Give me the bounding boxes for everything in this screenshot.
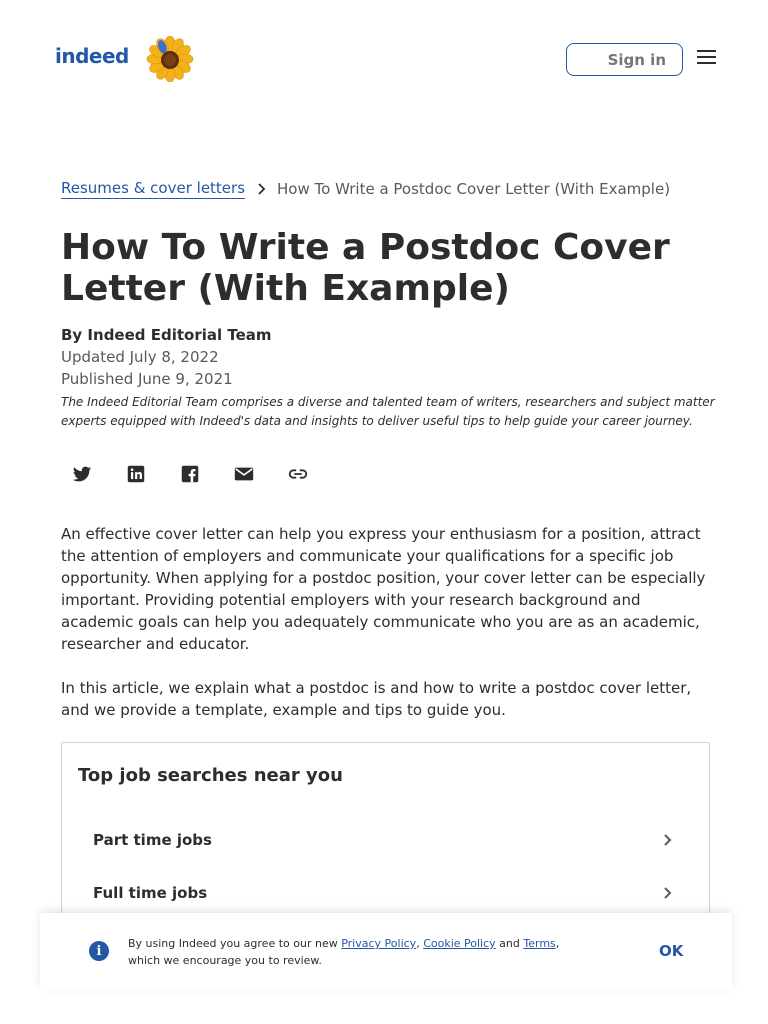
- top-job-searches: [61, 742, 710, 942]
- cookie-text-part: , which we encourage you to review.: [128, 937, 560, 967]
- breadcrumb-current: How To Write a Postdoc Cover Letter (With Example): [277, 180, 671, 198]
- cookie-policy-link[interactable]: Cookie Policy: [423, 937, 496, 950]
- article-paragraph: An effective cover letter can help you express your enthusiasm for a position, attract the attention of employers and communicate your qualifications for a specific job opportunity. When applying for a postdoc position, your cover letter can be especially important. Providing potential employers with your research background and academic goals can help you adequately communicate who you are as an academic, researcher and educator.: [61, 525, 706, 653]
- byline: [61, 325, 721, 431]
- site-header: [0, 0, 768, 120]
- logo-text: indeed: [55, 44, 129, 68]
- job-search-item[interactable]: [93, 825, 673, 855]
- cookie-banner: [40, 913, 732, 991]
- job-search-label: Full time jobs: [93, 884, 208, 902]
- link-icon[interactable]: [286, 462, 310, 486]
- linkedin-icon[interactable]: [124, 462, 148, 486]
- article-body: [61, 523, 711, 743]
- share-bar: [70, 462, 340, 486]
- privacy-policy-link[interactable]: Privacy Policy: [341, 937, 417, 950]
- breadcrumb: [61, 179, 670, 199]
- article-paragraph: In this article, we explain what a postdoc is and how to write a postdoc cover letter, and we provide a template, example and tips to guide you.: [61, 679, 692, 719]
- job-searches-title: Top job searches near you: [78, 765, 343, 786]
- updated-date: Updated July 8, 2022: [61, 348, 219, 366]
- job-search-item[interactable]: [93, 878, 673, 908]
- editorial-team-description: The Indeed Editorial Team comprises a diverse and talented team of writers, researchers and subject matter experts equipped with Indeed's data and insights to deliver useful tips to help guide your career journey.: [61, 395, 715, 428]
- terms-link[interactable]: Terms: [523, 937, 556, 950]
- chevron-right-icon: [663, 886, 673, 900]
- cookie-text-part: and: [495, 937, 524, 950]
- chevron-right-icon: [663, 833, 673, 847]
- cookie-ok-button[interactable]: OK: [659, 942, 684, 960]
- sign-in-button[interactable]: Sign in: [566, 43, 683, 76]
- indeed-logo[interactable]: [55, 44, 129, 68]
- cookie-notice-text: [128, 935, 588, 969]
- email-icon[interactable]: [232, 462, 256, 486]
- cookie-text-part: By using Indeed you agree to our new: [128, 937, 342, 950]
- hamburger-menu-icon[interactable]: [697, 50, 718, 66]
- page-title: How To Write a Postdoc Cover Letter (With Example): [61, 227, 670, 309]
- published-date: Published June 9, 2021: [61, 370, 233, 388]
- facebook-icon[interactable]: [178, 462, 202, 486]
- breadcrumb-link-resumes[interactable]: Resumes & cover letters: [61, 179, 246, 197]
- info-icon: i: [89, 941, 109, 961]
- author: By Indeed Editorial Team: [61, 326, 272, 344]
- chevron-right-icon: [257, 183, 267, 195]
- twitter-icon[interactable]: [70, 462, 94, 486]
- sunflower-icon: [146, 36, 194, 82]
- cookie-text-part: ,: [416, 937, 424, 950]
- job-search-label: Part time jobs: [93, 831, 212, 849]
